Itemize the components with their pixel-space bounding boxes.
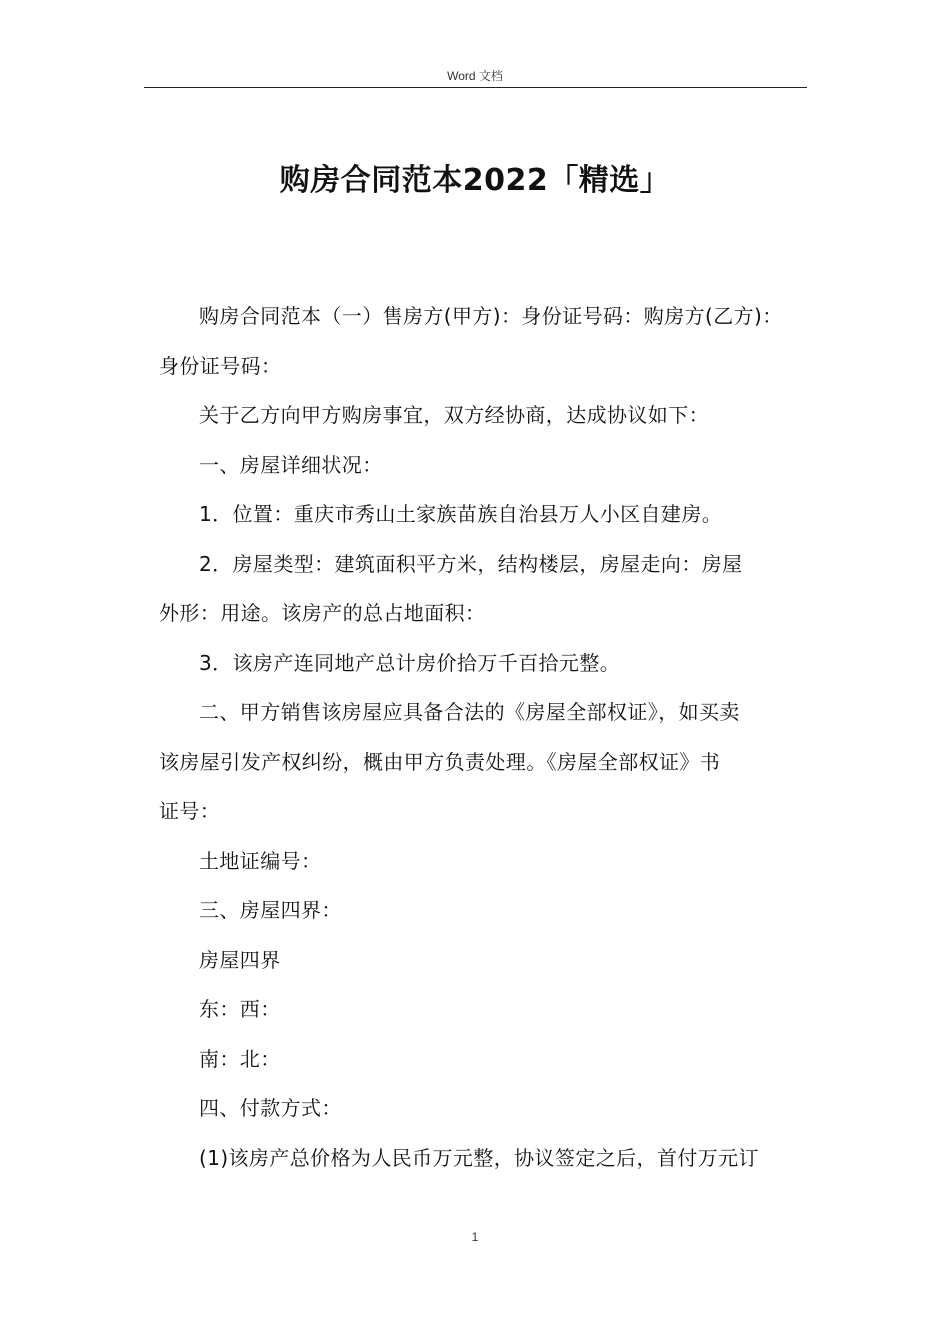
paragraph [179, 1035, 809, 1085]
paragraph-line: 身份证号码： [159, 353, 282, 378]
paragraph-line: (1)该房产总价格为人民币万元整，协议签定之后，首付万元订 [199, 1145, 759, 1170]
paragraph [179, 936, 809, 986]
paragraph-line: 南：北： [199, 1046, 281, 1071]
paragraph-line: 3．该房产连同地产总计房价拾万千百拾元整。 [199, 650, 621, 675]
document-title: 购房合同范本2022「精选」 [279, 163, 671, 198]
paragraph-line: 外形：用途。该房产的总占地面积： [159, 601, 486, 625]
header-divider [144, 87, 807, 88]
paragraph-line: 关于乙方向甲方购房事宜，双方经协商，达成协议如下： [199, 403, 709, 427]
paragraph-line: 房屋四界 [199, 947, 281, 972]
paragraph [179, 639, 809, 689]
paragraph [179, 490, 809, 540]
paragraph [179, 1134, 809, 1184]
paragraph-line: 四、付款方式： [199, 1096, 342, 1120]
paragraph-line: 一、房屋详细状况： [199, 452, 383, 477]
paragraph [159, 688, 809, 837]
paragraph-line: 2．房屋类型：建筑面积平方米，结构楼层，房屋走向：房屋 [199, 551, 743, 576]
paragraph [179, 441, 809, 491]
paragraph [179, 1084, 809, 1134]
page-number: 1 [471, 1230, 479, 1244]
paragraph [179, 985, 809, 1035]
paragraph [179, 886, 809, 936]
paragraph-line: 该房屋引发产权纠纷，概由甲方负责处理。《房屋全部权证》书 [159, 749, 721, 774]
page-header: Word 文档 [447, 69, 503, 83]
paragraph [159, 540, 809, 639]
document-body [159, 292, 809, 1183]
paragraph-line: 购房合同范本（一）售房方(甲方)：身份证号码：购房方(乙方)： [199, 304, 783, 328]
paragraph-line: 东：西： [199, 997, 281, 1021]
paragraph-line: 三、房屋四界： [199, 898, 342, 922]
paragraph-line: 证号： [159, 799, 221, 823]
paragraph [159, 292, 809, 391]
paragraph-line: 土地证编号： [199, 848, 322, 873]
paragraph [179, 837, 809, 887]
paragraph-line: 二、甲方销售该房屋应具备合法的《房屋全部权证》，如买卖 [199, 700, 740, 724]
paragraph-line: 1．位置：重庆市秀山土家族苗族自治县万人小区自建房。 [199, 502, 723, 526]
paragraph [179, 391, 809, 441]
